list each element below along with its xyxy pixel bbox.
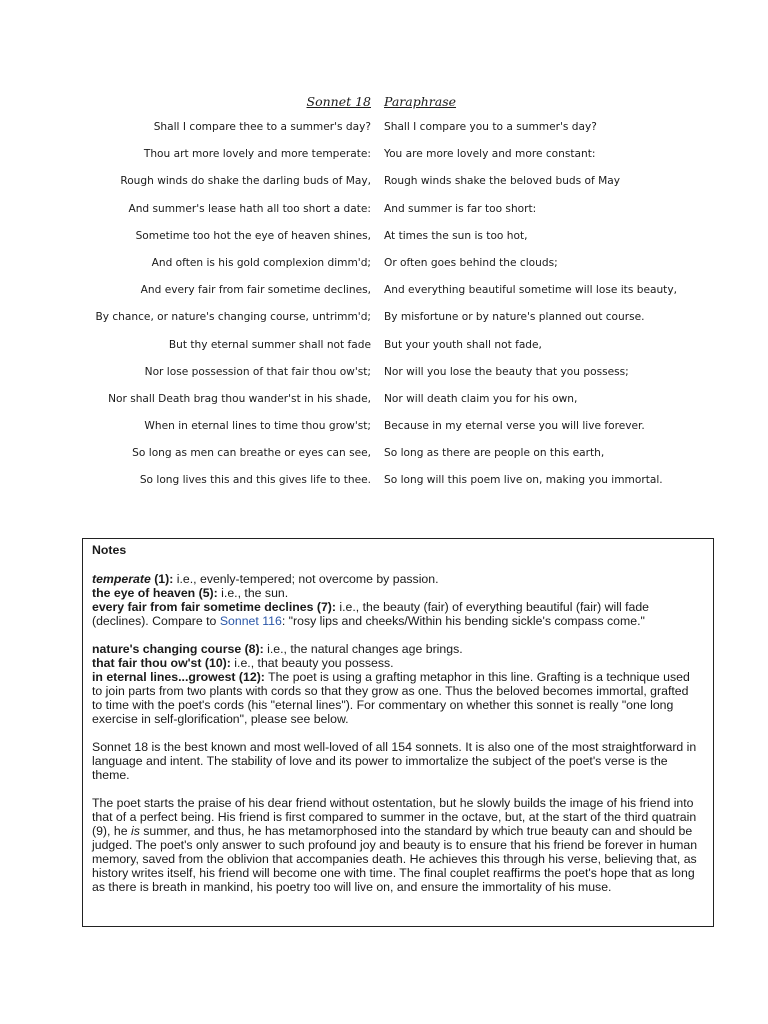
note-text: i.e., the natural changes age brings. [263,642,463,656]
sonnet-line-row [0,332,768,359]
original-line: When in eternal lines to time thou grow'st; [144,420,371,433]
note-entry-eye-of-heaven [92,586,701,600]
sonnet-line-row [0,223,768,250]
sonnet-line-row [0,114,768,141]
original-line: And every fair from fair sometime declines, [140,284,371,297]
paraphrase-line: Nor will death claim you for his own, [384,392,578,405]
sonnet-comparison-table [0,92,768,495]
note-entry-every-fair [92,600,701,628]
note-text: i.e., the sun. [217,586,289,600]
paraphrase-line: But your youth shall not fade, [384,338,542,351]
note-text: i.e., evenly-tempered; not overcome by passion. [173,572,439,586]
sonnet-line-row [0,413,768,440]
note-term: the eye of heaven (5): [92,586,218,600]
analysis-text: The poet starts the praise of his dear friend without ostentation, but he slowly builds the image of his friend into that of a perfect being. His friend is first compared to summer in the octave, but, at the start of the third quatrain (9), he [92,796,697,838]
heading-original: Sonnet 18 [306,94,371,109]
sonnet-116-link[interactable]: Sonnet 116 [219,614,282,628]
paraphrase-line: Or often goes behind the clouds; [384,256,558,269]
note-entry-natures-course [92,642,701,656]
note-term: that fair thou ow'st (10): [92,656,231,670]
sonnet-line-row [0,196,768,223]
notes-title: Notes [92,543,127,557]
original-line: But thy eternal summer shall not fade [168,338,371,351]
original-line: So long lives this and this gives life to thee. [139,474,371,487]
note-term: in eternal lines...growest (12): [92,670,265,684]
paraphrase-line: By misfortune or by nature's planned out course. [384,311,645,324]
sonnet-line-row [0,304,768,331]
original-line: So long as men can breathe or eyes can see, [132,447,371,460]
sonnet-line-row [0,250,768,277]
original-line: Nor shall Death brag thou wander'st in his shade, [108,392,371,405]
sonnet-line-row [0,359,768,386]
original-line: Sometime too hot the eye of heaven shines, [135,229,371,242]
original-line: Shall I compare thee to a summer's day? [153,121,371,133]
note-entry-eternal-lines [92,670,701,726]
sonnet-line-row [0,386,768,413]
paraphrase-line: And summer is far too short: [384,202,537,215]
notes-paragraph-analysis [92,796,701,894]
note-entry-fair-thou-owst [92,656,701,670]
paraphrase-line: And everything beautiful sometime will lose its beauty, [384,284,677,297]
notes-box [82,538,714,927]
column-headings [0,92,768,114]
note-term: temperate [92,572,151,586]
sonnet-line-row [0,277,768,304]
paraphrase-line: Shall I compare you to a summer's day? [384,121,597,133]
original-line: And often is his gold complexion dimm'd; [151,256,371,269]
sonnet-line-row [0,440,768,467]
heading-paraphrase: Paraphrase [384,94,457,109]
notes-paragraph-overview: Sonnet 18 is the best known and most well-loved of all 154 sonnets. It is also one of the most straightforward in language and intent. The stability of love and its power to immortalize the subject of the poet's verse is the theme. [92,740,697,782]
original-line: Rough winds do shake the darling buds of May, [120,175,371,188]
note-term: nature's changing course (8): [92,642,264,656]
original-line: Nor lose possession of that fair thou ow'st; [144,365,371,378]
notes-group-2 [92,642,701,726]
note-text: i.e., that beauty you possess. [230,656,394,670]
notes-group-1 [92,572,701,628]
paraphrase-line: So long will this poem live on, making you immortal. [384,474,663,487]
analysis-text: summer, and thus, he has metamorphosed into the standard by which true beauty can and should be judged. The poet's only answer to such profound joy and beauty is to ensure that his friend be forever in human memory, saved from the oblivion that accompanies death. He achieves this through his verse, believing that, as history writes itself, his friend will become one with time. The final couplet reaffirms the poet's hope that as long as there is breath in mankind, his poetry too will live on, and ensure the immortality of his muse. [92,824,698,894]
analysis-emphasis: is [130,824,140,838]
paraphrase-line: Rough winds shake the beloved buds of May [384,175,621,188]
note-entry-temperate [92,572,701,586]
original-line: By chance, or nature's changing course, untrimm'd; [95,311,371,324]
paraphrase-line: You are more lovely and more constant: [384,148,596,161]
sonnet-line-row [0,168,768,195]
paraphrase-line: At times the sun is too hot, [384,229,528,242]
original-line: And summer's lease hath all too short a date: [128,202,371,215]
sonnet-lines [0,114,768,495]
sonnet-line-row [0,467,768,494]
note-term: every fair from fair sometime declines (7): [92,600,336,614]
sonnet-line-row [0,141,768,168]
paraphrase-line: So long as there are people on this earth, [384,447,605,460]
note-text: : "rosy lips and cheeks/Within his bending sickle's compass come." [281,614,645,628]
paraphrase-line: Nor will you lose the beauty that you possess; [384,365,629,378]
note-text: i.e., the beauty (fair) of everything beautiful (fair) will fade (declines). Compare to [92,600,650,628]
original-line: Thou art more lovely and more temperate: [143,148,371,161]
paraphrase-line: Because in my eternal verse you will live forever. [384,420,645,433]
note-text: The poet is using a grafting metaphor in this line. Grafting is a technique used to join parts from two plants with cords so that they grow as one. Thus the beloved becomes immortal, grafted to time with the poet's cords (his "eternal lines"). For commentary on whether this sonnet is really "one long exercise in self-glorification", please see below. [92,670,690,726]
note-line-number: (1): [150,572,174,586]
